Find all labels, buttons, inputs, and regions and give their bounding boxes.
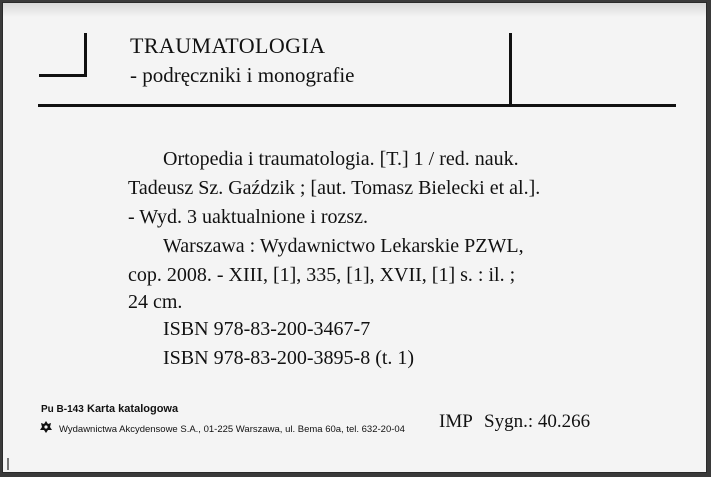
description-line: Warszawa : Wydawnictwo Lekarskie PZWL,	[163, 235, 524, 257]
form-title: Karta katalogowa	[87, 403, 179, 415]
call-number: Sygn.: 40.266	[484, 411, 591, 432]
isbn-line: ISBN 978-83-200-3895-8 (t. 1)	[163, 347, 415, 369]
publisher-info: Wydawnictwa Akcydensowe S.A., 01-225 Warszawa, ul. Bema 60a, tel. 632-20-04	[59, 424, 405, 435]
subject-heading: TRAUMATOLOGIA	[130, 33, 326, 58]
description-line: - Wyd. 3 uaktualnione i rozsz.	[128, 206, 369, 228]
corner-mark-horizontal	[39, 74, 87, 77]
form-code: Pu B-143	[41, 404, 84, 415]
publisher-logo-icon	[39, 420, 53, 434]
edge-mark	[7, 458, 9, 470]
description-line: Tadeusz Sz. Gaździk ; [aut. Tomasz Bielecki et al.].	[128, 177, 541, 199]
catalog-card	[2, 2, 707, 473]
description-line: cop. 2008. - XIII, [1], 335, [1], XVII, [1] s. : il. ;	[128, 264, 516, 286]
description-line: Ortopedia i traumatologia. [T.] 1 / red. nauk.	[163, 148, 519, 170]
isbn-line: ISBN 978-83-200-3467-7	[163, 318, 371, 340]
subject-subheading: - podręczniki i monografie	[130, 63, 355, 87]
heading-divider	[509, 33, 512, 106]
heading-rule	[38, 104, 676, 107]
corner-mark-vertical	[84, 33, 87, 77]
description-line: 24 cm.	[128, 291, 183, 313]
imp-mark: IMP	[439, 411, 473, 432]
card-top-shade	[3, 3, 706, 17]
